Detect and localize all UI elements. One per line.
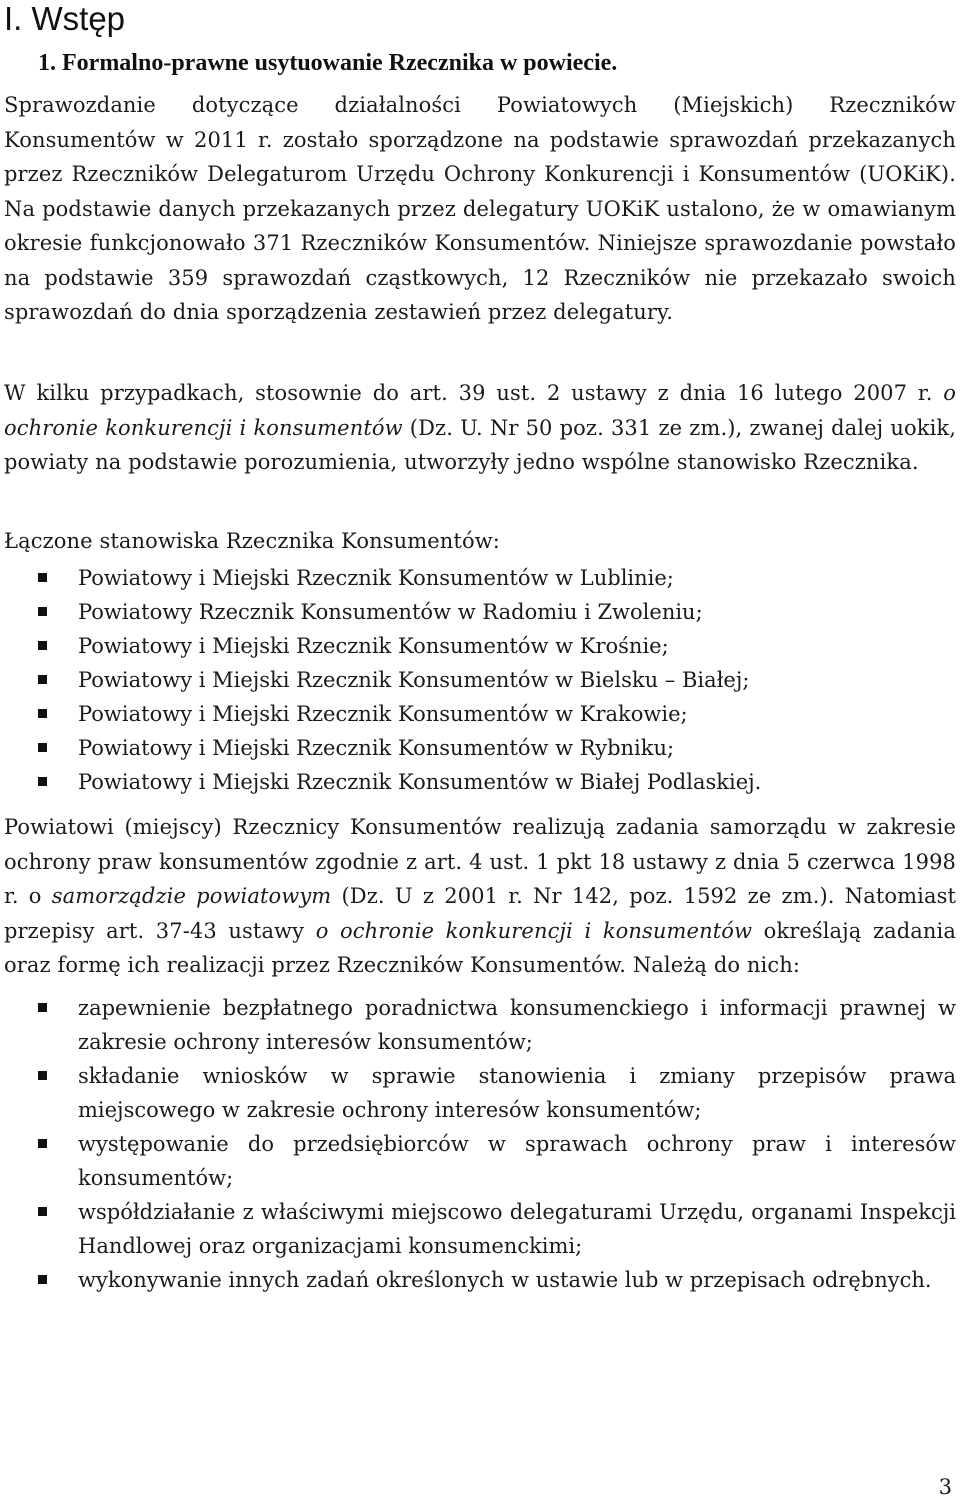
list-item-text: Powiatowy i Miejski Rzecznik Konsumentów w Bielsku – Białej; [78, 668, 750, 692]
list-item [4, 731, 956, 765]
paragraph-joint-posts [4, 376, 956, 480]
list-item-text: składanie wniosków w sprawie stanowienia i zmiany przepisów prawa miejscowego w zakresie ochrony interesów konsumentów; [78, 1064, 956, 1122]
combined-posts-title: Łączone stanowiska Rzecznika Konsumentów: [4, 529, 500, 553]
list-item [4, 1127, 956, 1195]
para3-text-a: Powiatowi (miejscy) Rzecznicy Konsumentów realizują zadania samorządu w zakresie ochrony praw konsumentów zgodnie z art. 4 ust. 1 pkt 18 ustawy z dnia 5 czerwca 1998 r. o [4, 815, 956, 908]
list-item-text: wykonywanie innych zadań określonych w ustawie lub w przepisach odrębnych. [78, 1268, 932, 1292]
bullet-square-icon [38, 1139, 47, 1148]
bullet-square-icon [38, 607, 47, 616]
bullet-square-icon [38, 777, 47, 786]
list-item [4, 1059, 956, 1127]
bullet-square-icon [38, 1003, 47, 1012]
list-item [4, 765, 956, 799]
subsection-heading: 1. Formalno-prawne usytuowanie Rzecznika w powiecie. [38, 50, 618, 76]
bullet-square-icon [38, 675, 47, 684]
paragraph-tasks-intro [4, 810, 956, 983]
list-item-text: współdziałanie z właściwymi miejscowo delegaturami Urzędu, organami Inspekcji Handlowej oraz organizacjami konsumenckimi; [78, 1200, 956, 1258]
para3-text-c: określają zadania oraz formę ich realizacji przez Rzeczników Konsumentów. Należą do nich: [4, 918, 956, 977]
list-item [4, 663, 956, 697]
bullet-square-icon [38, 1071, 47, 1080]
list-item [4, 561, 956, 595]
list-item [4, 595, 956, 629]
list-item-text: zapewnienie bezpłatnego poradnictwa konsumenckiego i informacji prawnej w zakresie ochrony interesów konsumentów; [78, 996, 956, 1054]
para3-act-title-2: o ochronie konkurencji i konsumentów [315, 918, 753, 943]
list-item [4, 1263, 956, 1297]
list-item-text: Powiatowy Rzecznik Konsumentów w Radomiu i Zwoleniu; [78, 600, 703, 624]
para2-text-a: W kilku przypadkach, stosownie do art. 39 ust. 2 ustawy z dnia 16 lutego 2007 r. [4, 381, 944, 405]
para2-text-b: (Dz. U. Nr 50 poz. 331 ze zm.), zwanej dalej uokik, powiaty na podstawie porozumienia, utworzyły jedno wspólne stanowisko Rzecznika. [4, 415, 956, 474]
list-item [4, 629, 956, 663]
paragraph-intro: Sprawozdanie dotyczące działalności Powiatowych (Miejskich) Rzeczników Konsumentów w 2011 r. zostało sporządzone na podstawie sprawozdań przekazanych przez Rzeczników Delegaturom Urzędu Ochrony Konkurencji i Konsumentów (UOKiK). Na podstawie danych przekazanych przez delegatury UOKiK ustalono, że w omawianym okresie funkcjonowało 371 Rzeczników Konsumentów. Niniejsze sprawozdanie powstało na podstawie 359 sprawozdań cząstkowych, 12 Rzeczników nie przekazało swoich sprawozdań do dnia sporządzenia zestawień przez delegatury. [4, 93, 956, 324]
combined-posts-list [4, 561, 956, 799]
list-item [4, 697, 956, 731]
bullet-square-icon [38, 1207, 47, 1216]
bullet-square-icon [38, 573, 47, 582]
list-item-text: Powiatowy i Miejski Rzecznik Konsumentów w Rybniku; [78, 736, 675, 760]
bullet-square-icon [38, 743, 47, 752]
list-item-text: występowanie do przedsiębiorców w sprawach ochrony praw i interesów konsumentów; [78, 1132, 956, 1190]
page-number: 3 [938, 1475, 952, 1499]
list-item [4, 1195, 956, 1263]
list-item-text: Powiatowy i Miejski Rzecznik Konsumentów w Lublinie; [78, 566, 674, 590]
section-heading: I. Wstęp [4, 0, 126, 37]
list-item-text: Powiatowy i Miejski Rzecznik Konsumentów w Białej Podlaskiej. [78, 770, 762, 794]
tasks-list [4, 991, 956, 1297]
para3-act-title-1: samorządzie powiatowym [51, 884, 332, 908]
bullet-square-icon [38, 709, 47, 718]
para2-act-title: o ochronie konkurencji i konsumentów [4, 381, 956, 440]
bullet-square-icon [38, 641, 47, 650]
list-item [4, 991, 956, 1059]
list-item-text: Powiatowy i Miejski Rzecznik Konsumentów w Krośnie; [78, 634, 669, 658]
para3-text-b: (Dz. U z 2001 r. Nr 142, poz. 1592 ze zm.). Natomiast przepisy art. 37-43 ustawy [4, 884, 957, 943]
bullet-square-icon [38, 1275, 47, 1284]
list-item-text: Powiatowy i Miejski Rzecznik Konsumentów w Krakowie; [78, 702, 688, 726]
